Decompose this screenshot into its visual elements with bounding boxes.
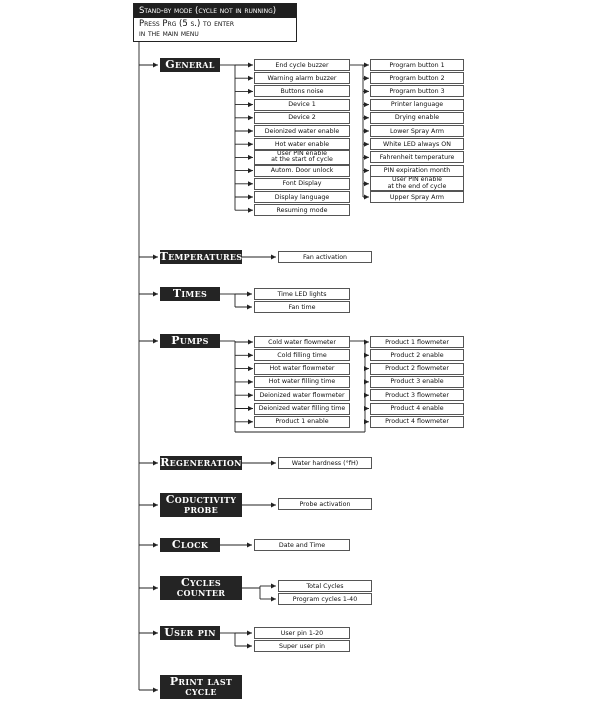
general-item-2	[370, 191, 464, 203]
print-label-1: Print last	[169, 675, 233, 688]
conductivity-item	[278, 498, 372, 510]
general-item	[254, 59, 350, 71]
general-item	[254, 191, 350, 203]
pumps-item-2	[370, 363, 464, 375]
box-text: Product 3 flowmeter	[385, 391, 449, 399]
pumps-item	[254, 389, 350, 401]
box-text: Device 2	[288, 114, 316, 122]
box-text: Deionized water enable	[264, 127, 340, 135]
section-general: General	[160, 58, 220, 72]
general-item	[254, 99, 350, 111]
standby-instructions	[139, 19, 234, 39]
general-item-2	[370, 165, 464, 177]
box-text: User PIN enable	[276, 149, 328, 157]
conductivity-label-2: probe	[184, 503, 218, 516]
times-item	[254, 288, 350, 300]
box-text: Deionized water filling time	[258, 405, 346, 412]
box-text: Upper Spray Arm	[389, 193, 445, 201]
regeneration-item	[278, 457, 372, 469]
general-item	[254, 85, 350, 97]
box-text: User pin 1-20	[280, 629, 324, 637]
pumps-item	[254, 349, 350, 361]
box-text: Program button 2	[389, 74, 445, 82]
section-pumps: Pumps	[160, 334, 220, 348]
section-conductivity-probe	[160, 493, 242, 517]
box-text: Product 1 flowmeter	[385, 338, 449, 346]
box-text: Hot water filling time	[268, 378, 336, 386]
box-text: PIN expiration month	[383, 167, 451, 175]
general-item	[254, 125, 350, 137]
box-text: Cold filling time	[277, 351, 327, 359]
box-text: Autom. Door unlock	[270, 167, 334, 175]
general-item	[254, 150, 350, 165]
box-text: Program cycles 1-40	[292, 595, 358, 603]
pumps-item-2	[370, 389, 464, 401]
general-item	[254, 178, 350, 190]
box-text: Fan time	[288, 303, 316, 311]
general-item	[254, 165, 350, 177]
box-text: Product 3 enable	[390, 378, 444, 386]
conductivity-label-1: Coductivity	[165, 493, 237, 506]
box-text: Drying enable	[394, 114, 440, 122]
general-item-2	[370, 151, 464, 163]
general-item	[254, 204, 350, 216]
general-item-2	[370, 99, 464, 111]
pumps-item-2	[370, 336, 464, 348]
pumps-item	[254, 416, 350, 428]
box-text: User PIN enable	[391, 176, 443, 184]
box-text: Program button 3	[389, 87, 445, 95]
standby-header	[133, 3, 297, 42]
box-text: Printer language	[390, 101, 444, 109]
box-text: Display language	[274, 193, 330, 201]
box-text: Water hardness (°fH)	[291, 459, 359, 467]
section-temperatures: Temperatures	[159, 250, 243, 263]
section-regeneration: Regeneration	[160, 456, 242, 469]
box-text: Hot water flowmeter	[269, 365, 335, 373]
cycles-label-1: Cycles	[181, 576, 221, 589]
box-text: at the end of cycle	[387, 182, 447, 190]
general-item-2	[370, 85, 464, 97]
box-text: Buttons noise	[280, 87, 324, 95]
general-item-2	[370, 72, 464, 84]
pumps-item-2	[370, 349, 464, 361]
box-text: Fahrenheit temperature	[379, 153, 455, 161]
box-text: White LED always ON	[383, 140, 451, 148]
box-text: Probe activation	[299, 500, 351, 508]
box-text: Font Display	[282, 180, 322, 188]
box-text: Deionized water flowmeter	[259, 391, 345, 399]
temperatures-item	[278, 251, 372, 263]
box-text: Product 2 enable	[390, 351, 444, 359]
print-label-2: cycle	[185, 685, 217, 698]
box-text: Product 2 flowmeter	[385, 365, 449, 373]
section-clock: Clock	[160, 538, 220, 552]
box-text: Cold water flowmeter	[268, 338, 336, 346]
box-text: Super user pin	[279, 642, 325, 650]
box-text: Date and Time	[278, 541, 326, 549]
general-item-2	[370, 112, 464, 124]
general-item-2	[370, 138, 464, 150]
pumps-item	[254, 376, 350, 388]
section-print-last-cycle	[160, 675, 242, 699]
box-text: Fan activation	[302, 253, 348, 261]
general-item	[254, 138, 350, 150]
section-times: Times	[160, 287, 220, 301]
general-item	[254, 112, 350, 124]
box-text: Warning alarm buzzer	[267, 74, 337, 82]
box-text: Resuming mode	[276, 206, 328, 214]
clock-item	[254, 539, 350, 551]
general-item	[254, 72, 350, 84]
box-text: at the start of cycle	[271, 156, 333, 164]
section-cycles-counter	[160, 576, 242, 600]
box-text: Program button 1	[389, 61, 445, 69]
box-text: Device 1	[288, 101, 316, 109]
general-item-2	[370, 176, 464, 191]
pumps-item	[254, 363, 350, 375]
times-item	[254, 301, 350, 313]
instruction-line-1: Press Prg (5 s.) to enter	[139, 19, 234, 29]
box-text: Product 1 enable	[275, 418, 329, 426]
cycles-label-2: counter	[176, 586, 226, 599]
pumps-item-2	[370, 416, 464, 428]
box-text: Product 4 enable	[390, 405, 444, 412]
user-pin-item	[254, 640, 350, 652]
box-text: Lower Spray Arm	[390, 127, 444, 135]
box-text: Total Cycles	[306, 582, 344, 590]
pumps-item-2	[370, 403, 464, 415]
standby-title: Stand-by mode (cycle not in running)	[134, 4, 296, 18]
user-pin-item	[254, 627, 350, 639]
box-text: Hot water enable	[274, 140, 330, 148]
pumps-item	[254, 403, 350, 415]
box-text: Product 4 flowmeter	[385, 418, 449, 426]
pumps-item	[254, 336, 350, 348]
general-item-2	[370, 59, 464, 71]
box-text: Time LED lights	[277, 290, 327, 298]
box-text: End cycle buzzer	[275, 61, 329, 69]
instruction-line-2: in the main menu	[139, 29, 199, 39]
cycles-item	[278, 593, 372, 605]
pumps-item-2	[370, 376, 464, 388]
section-user-pin: User pin	[160, 626, 220, 640]
cycles-item	[278, 580, 372, 592]
general-item-2	[370, 125, 464, 137]
